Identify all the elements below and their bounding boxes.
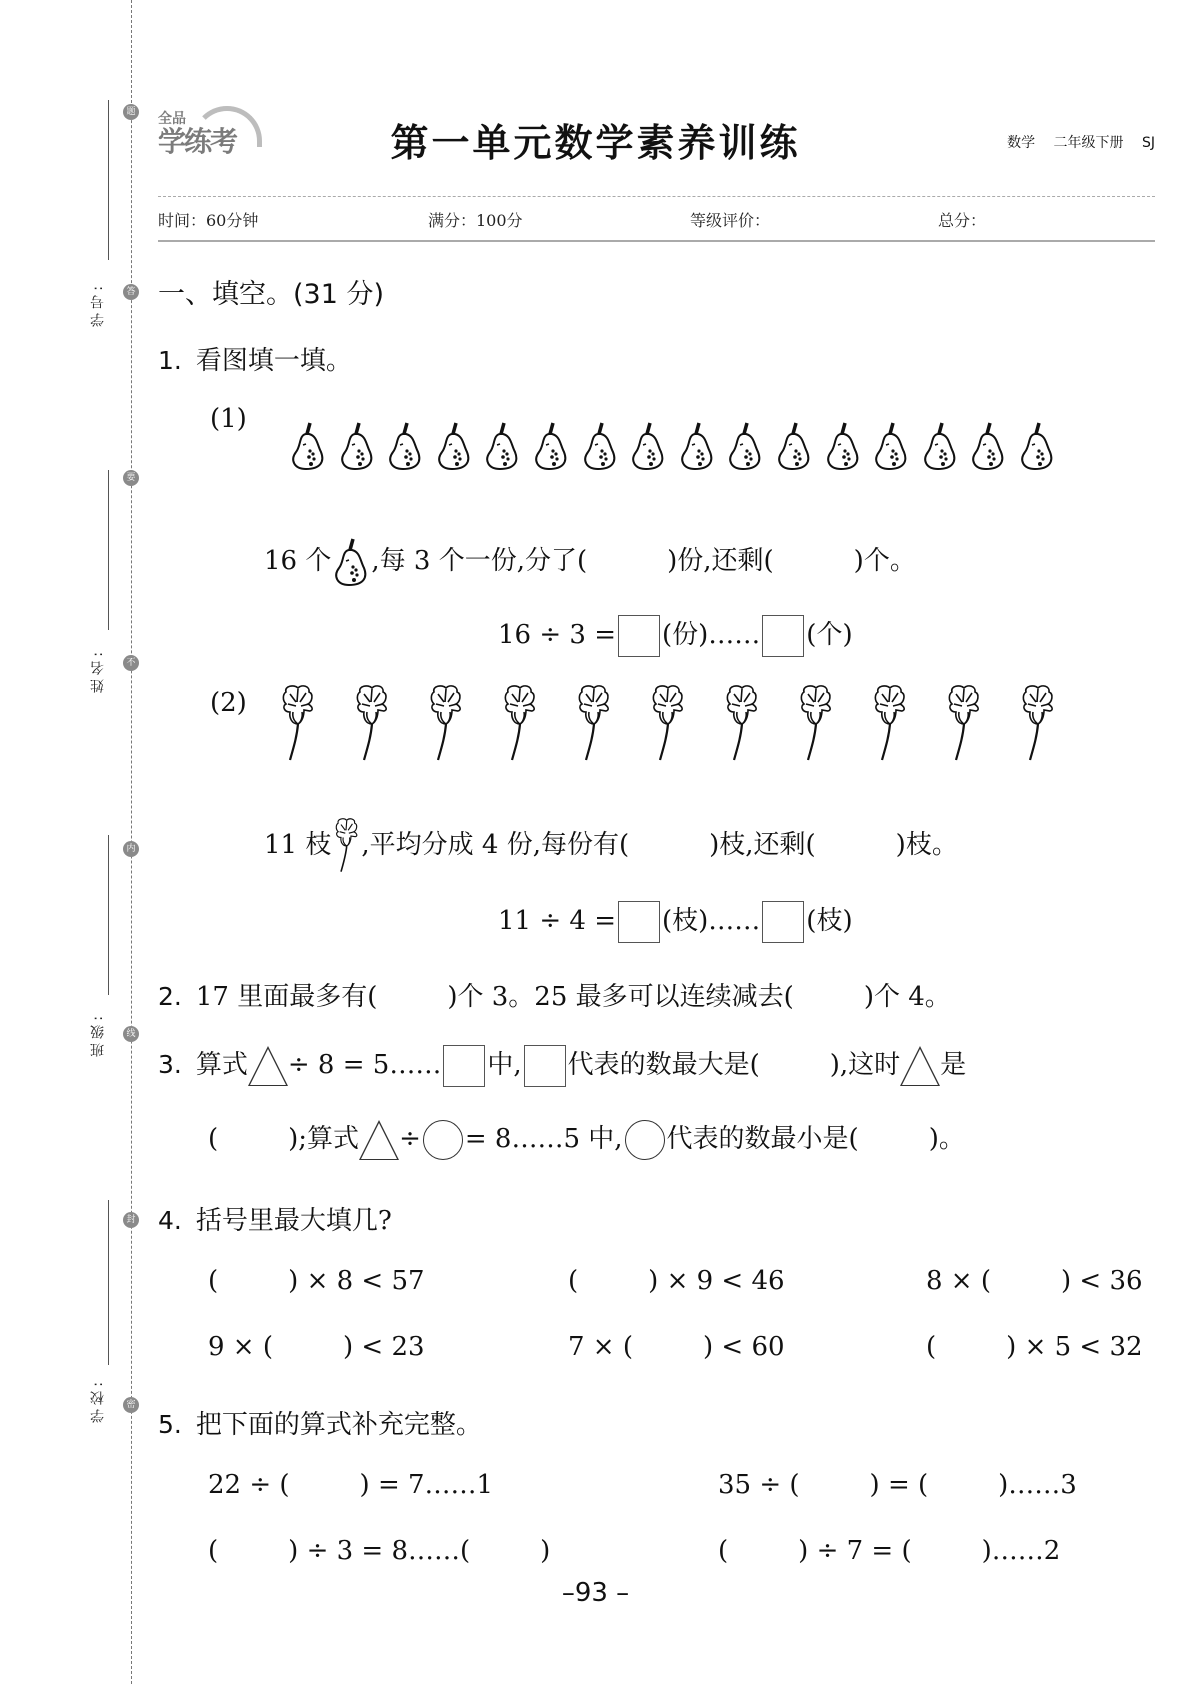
text: ) < 36 xyxy=(1061,1266,1143,1296)
part-1-equation xyxy=(498,614,853,657)
part-1-sentence xyxy=(264,536,916,588)
question-text: 把下面的算式补充完整。 xyxy=(195,1410,482,1440)
square-icon xyxy=(443,1045,485,1087)
question-text: 括号里最大填几? xyxy=(195,1206,392,1236)
seal-circle: 密 xyxy=(123,1397,139,1413)
pear-icon xyxy=(628,420,668,472)
text: ( xyxy=(568,1266,579,1296)
text: (枝) xyxy=(806,906,853,936)
margin-blank-line xyxy=(108,1200,109,1365)
text: 11 ÷ 4 = xyxy=(498,906,616,936)
pear-icon xyxy=(482,420,522,472)
answer-box[interactable] xyxy=(618,615,660,657)
edition-label: SJ xyxy=(1141,135,1155,151)
part-2-label: (2) xyxy=(210,688,247,718)
time-info: 时间：60分钟 xyxy=(158,211,259,230)
text: = 8……5 中, xyxy=(464,1124,623,1154)
text: )……2 xyxy=(981,1536,1061,1566)
full-score-info: 满分：100分 xyxy=(428,211,523,230)
text: ),这时 xyxy=(829,1050,901,1080)
question-number: 1. xyxy=(158,346,182,375)
school-label: 学校: xyxy=(90,1378,106,1423)
text: );算式 xyxy=(288,1124,360,1154)
pear-picture-row xyxy=(288,420,1057,472)
rose-icon xyxy=(331,816,361,876)
text: ( xyxy=(718,1536,729,1566)
circle-icon xyxy=(423,1120,463,1160)
circle-icon xyxy=(625,1120,665,1160)
pear-icon xyxy=(823,420,863,472)
rose-icon xyxy=(1016,684,1058,764)
text: )个 4。 xyxy=(863,982,951,1012)
text: ÷ xyxy=(399,1124,421,1154)
seal-circle: 题 xyxy=(123,104,139,120)
text: 17 里面最多有( xyxy=(195,982,378,1012)
question-number: 5. xyxy=(158,1410,182,1439)
text: 7 × ( xyxy=(568,1332,633,1362)
text: ) < 23 xyxy=(343,1332,425,1362)
text: ) × 8 < 57 xyxy=(288,1266,425,1296)
text: 代表的数最大是( xyxy=(567,1050,760,1080)
text: ) = ( xyxy=(869,1470,929,1500)
square-icon xyxy=(524,1045,566,1087)
triangle-icon xyxy=(359,1120,399,1160)
text: 8 × ( xyxy=(926,1266,991,1296)
text: ) < 60 xyxy=(703,1332,785,1362)
text: (枝)…… xyxy=(662,906,761,936)
subject-label: 数学 xyxy=(1007,135,1036,151)
pear-icon xyxy=(968,420,1008,472)
rose-icon xyxy=(498,684,540,764)
pear-icon xyxy=(677,420,717,472)
pear-icon xyxy=(871,420,911,472)
rose-icon xyxy=(868,684,910,764)
page-number: –93 – xyxy=(561,1578,630,1608)
grade-label: 二年级下册 xyxy=(1053,135,1124,151)
answer-box[interactable] xyxy=(618,901,660,943)
triangle-icon xyxy=(900,1046,940,1086)
text: ( xyxy=(926,1332,937,1362)
inequality-item xyxy=(926,1332,1143,1362)
text: ) × 9 < 46 xyxy=(648,1266,785,1296)
total-score-field[interactable]: 总分： xyxy=(938,211,987,230)
page-title: 第一单元数学素养训练 xyxy=(390,120,801,165)
pear-icon xyxy=(920,420,960,472)
seal-circle: 内 xyxy=(123,841,139,857)
inequality-item xyxy=(208,1332,425,1362)
question-3-line-2 xyxy=(208,1118,965,1160)
text: 35 ÷ ( xyxy=(718,1470,800,1500)
part-1-label: (1) xyxy=(210,404,247,434)
question-5-prompt xyxy=(158,1404,482,1441)
text: 代表的数最小是( xyxy=(666,1124,859,1154)
text: 16 ÷ 3 = xyxy=(498,620,616,650)
text: )。 xyxy=(928,1124,965,1154)
text: ,平均分成 4 份,每份有( xyxy=(361,830,630,860)
text: ) ÷ 3 = 8……( xyxy=(288,1536,471,1566)
question-number: 4. xyxy=(158,1206,182,1235)
pear-icon xyxy=(434,420,474,472)
name-label: 姓名: xyxy=(90,648,106,693)
pear-icon xyxy=(725,420,765,472)
text: 11 枝 xyxy=(264,830,332,860)
seal-circle: 封 xyxy=(123,1212,139,1228)
text: )枝,还剩( xyxy=(709,830,816,860)
rose-icon xyxy=(424,684,466,764)
answer-box[interactable] xyxy=(762,901,804,943)
pear-icon xyxy=(531,420,571,472)
seal-circle: 要 xyxy=(123,470,139,486)
equation-item xyxy=(718,1536,1060,1566)
rose-icon xyxy=(942,684,984,764)
equation-item xyxy=(208,1470,493,1500)
rose-picture-row xyxy=(276,684,1058,764)
text: 是 xyxy=(940,1050,967,1080)
text: 算式 xyxy=(195,1050,248,1080)
logo-big-text: 学练考 xyxy=(158,125,237,158)
text: 中, xyxy=(487,1050,522,1080)
rose-icon xyxy=(572,684,614,764)
equation-item xyxy=(718,1470,1077,1500)
text: ) xyxy=(540,1536,551,1566)
section-heading: 一、填空。(31 分) xyxy=(158,279,385,310)
inequality-item xyxy=(568,1266,785,1296)
rose-icon xyxy=(646,684,688,764)
text: ( xyxy=(208,1266,219,1296)
text: )枝。 xyxy=(895,830,958,860)
pear-icon xyxy=(288,420,328,472)
text: ,每 3 个一份,分了( xyxy=(371,546,588,576)
question-2 xyxy=(158,976,951,1013)
text: ) ÷ 7 = ( xyxy=(798,1536,912,1566)
text: (份)…… xyxy=(662,620,761,650)
text: )份,还剩( xyxy=(667,546,774,576)
pear-icon xyxy=(580,420,620,472)
text: 16 个 xyxy=(264,546,332,576)
margin-blank-line xyxy=(108,835,109,995)
header-dashed-divider xyxy=(158,196,1155,197)
text: ÷ 8 = 5…… xyxy=(287,1050,442,1080)
question-1-prompt xyxy=(158,340,352,377)
grade-eval-field[interactable]: 等级评价： xyxy=(690,211,771,230)
pear-icon xyxy=(385,420,425,472)
question-3-line-1 xyxy=(158,1044,966,1087)
seal-circle: 线 xyxy=(123,1026,139,1042)
text: )个 3。25 最多可以连续减去( xyxy=(447,982,794,1012)
text: )……3 xyxy=(998,1470,1077,1500)
part-2-equation xyxy=(498,900,853,943)
seal-circle: 不 xyxy=(123,655,139,671)
inequality-item xyxy=(208,1266,425,1296)
text: ( xyxy=(208,1124,219,1154)
text: )个。 xyxy=(853,546,916,576)
text: 22 ÷ ( xyxy=(208,1470,290,1500)
part-2-sentence xyxy=(264,816,958,876)
pear-icon xyxy=(1017,420,1057,472)
seal-circle: 答 xyxy=(123,284,139,300)
margin-blank-line xyxy=(108,470,109,630)
inequality-item xyxy=(568,1332,785,1362)
answer-box[interactable] xyxy=(762,615,804,657)
text: 9 × ( xyxy=(208,1332,273,1362)
pear-icon xyxy=(337,420,377,472)
class-label: 班级: xyxy=(90,1012,106,1057)
question-text: 看图填一填。 xyxy=(195,346,352,376)
rose-icon xyxy=(720,684,762,764)
rose-icon xyxy=(276,684,318,764)
question-number: 3. xyxy=(158,1050,182,1079)
logo-small-text: 全品 xyxy=(158,111,186,127)
text: ) × 5 < 32 xyxy=(1006,1332,1143,1362)
pear-icon xyxy=(331,536,371,588)
subject-info xyxy=(993,132,1155,152)
header-solid-divider xyxy=(158,240,1155,242)
student-id-label: 学号: xyxy=(90,282,106,327)
equation-item xyxy=(208,1536,550,1566)
question-number: 2. xyxy=(158,982,182,1011)
text: (个) xyxy=(806,620,853,650)
inequality-item xyxy=(926,1266,1143,1296)
rose-icon xyxy=(350,684,392,764)
triangle-icon xyxy=(248,1046,288,1086)
pear-icon xyxy=(774,420,814,472)
rose-icon xyxy=(794,684,836,764)
text: ( xyxy=(208,1536,219,1566)
question-4-prompt xyxy=(158,1200,392,1237)
text: ) = 7……1 xyxy=(359,1470,494,1500)
